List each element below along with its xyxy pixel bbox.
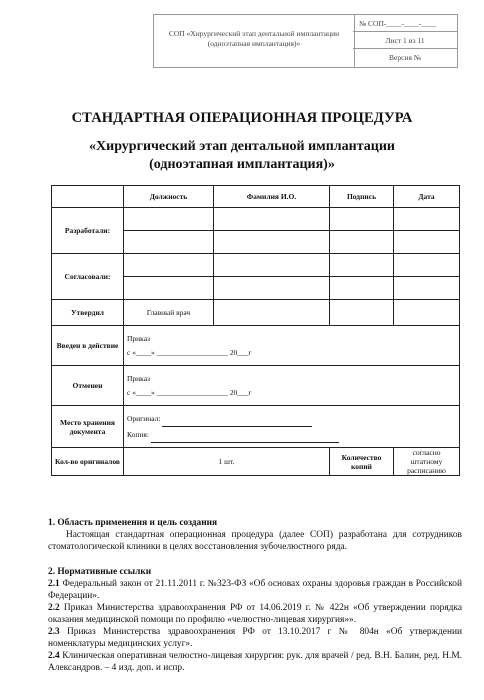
header-version: Версия №	[389, 53, 421, 62]
cancelled-cell	[124, 366, 460, 406]
table-cell	[394, 254, 460, 277]
table-cell	[214, 300, 330, 326]
col-signature: Подпись	[330, 186, 394, 208]
table-row	[52, 448, 460, 476]
introduced-order: Приказ	[127, 333, 151, 343]
ref-text: Клиническая оперативная челюстно-лицевая хирургия: рук. для врачей / ред. В.Н. Балин, ред. Н.М. Александров. – 4 изд. доп. и испр.	[48, 651, 463, 673]
copy-label: Копия:	[127, 429, 149, 439]
row-originals-label: Кол-во оригиналов	[52, 448, 124, 476]
copy-line	[151, 435, 339, 443]
section-2-heading: 2. Нормативные ссылки	[48, 567, 152, 577]
col-name: Фамилия И.О.	[214, 186, 330, 208]
table-cell	[330, 300, 394, 326]
table-row	[52, 366, 460, 406]
table-cell	[214, 254, 330, 277]
header-sheet: Лист 1 из 11	[353, 32, 457, 49]
table-header-row	[52, 186, 460, 208]
col-date: Дата	[394, 186, 460, 208]
section-1	[48, 517, 462, 553]
table-cell	[330, 208, 394, 231]
table-cell	[394, 208, 460, 231]
header-doc-box	[153, 14, 355, 68]
approval-table	[51, 185, 460, 476]
ref-num: 2.2	[48, 603, 60, 613]
table-cell	[394, 277, 460, 300]
copies-value: согласно штатному расписанию	[394, 448, 460, 476]
table-cell	[124, 277, 214, 300]
ref-num: 2.3	[48, 627, 60, 637]
table-row	[52, 326, 460, 366]
table-cell	[394, 300, 460, 326]
ref-item	[48, 626, 462, 650]
row-introduced-label: Введен в действие	[52, 326, 124, 366]
copies-label: Количество копий	[330, 448, 394, 476]
table-cell	[214, 231, 330, 254]
table-row	[52, 300, 460, 326]
table-row	[52, 208, 460, 231]
original-label: Оригинал:	[127, 413, 161, 423]
ref-text: Приказ Министерства здравоохранения РФ от 13.10.2017 г № 804н «Об утверждении номенклатуры медицинских услуг».	[48, 627, 463, 649]
table-cell	[124, 208, 214, 231]
original-line	[162, 419, 312, 427]
table-cell	[330, 277, 394, 300]
ref-item	[48, 578, 462, 602]
page-title: СТАНДАРТНАЯ ОПЕРАЦИОННАЯ ПРОЦЕДУРА	[71, 110, 413, 126]
header-meta	[353, 14, 458, 68]
storage-original	[127, 411, 456, 427]
cancelled-date: с «____» ___________________ 20___г	[127, 387, 252, 397]
table-cell	[330, 231, 394, 254]
section-1-text: Настоящая стандартная операционная процедура (далее СОП) разработана для сотрудников стоматологической клиники в целях восстановления зубочелюстного ряда.	[48, 530, 462, 552]
row-storage-label: Место хранения документа	[52, 406, 124, 448]
subtitle-line-1: «Хирургический этап дентальной имплантации	[89, 139, 395, 154]
header-number: № СОП-____-____-____	[353, 15, 457, 32]
ref-item	[48, 650, 462, 674]
table-cell	[214, 208, 330, 231]
row-developed-label: Разработали:	[52, 208, 124, 254]
page-subtitle	[60, 138, 424, 174]
row-cancelled-label: Отменен	[52, 366, 124, 406]
table-cell	[330, 254, 394, 277]
storage-copy	[127, 427, 456, 443]
row-approved-label: Утвердил	[52, 300, 124, 326]
section-1-heading: 1. Область применения и цель создания	[48, 518, 218, 528]
header-doc-title: СОП «Хирургический этап дентальной имплантации (одноэтапная имплантация)»	[168, 29, 340, 48]
originals-value: 1 шт.	[124, 448, 330, 476]
section-2	[48, 566, 462, 674]
introduced-cell	[124, 326, 460, 366]
row-agreed-label: Согласовали:	[52, 254, 124, 300]
storage-cell	[124, 406, 460, 448]
ref-item	[48, 602, 462, 626]
header-empty-cell	[52, 186, 124, 208]
ref-num: 2.1	[48, 579, 60, 589]
table-cell	[124, 254, 214, 277]
table-cell	[214, 277, 330, 300]
ref-num: 2.4	[48, 651, 60, 661]
table-cell	[394, 231, 460, 254]
table-row	[52, 406, 460, 448]
introduced-date: с «____» ___________________ 20___г	[127, 347, 252, 357]
ref-text: Приказ Министерства здравоохранения РФ от 14.06.2019 г. № 422н «Об утверждении порядка оказания медицинской помощи по профилю «челюстно-лицевая хирургия»».	[48, 603, 463, 625]
col-position: Должность	[124, 186, 214, 208]
table-row	[52, 254, 460, 277]
approved-position: Главный врач	[124, 300, 214, 326]
table-cell	[124, 231, 214, 254]
ref-text: Федеральный закон от 21.11.2011 г. №323-ФЗ «Об основах охраны здоровья граждан в Российской Федерации».	[48, 579, 462, 601]
cancelled-order: Приказ	[127, 373, 151, 383]
subtitle-line-2: (одноэтапная имплантация)»	[149, 157, 335, 172]
